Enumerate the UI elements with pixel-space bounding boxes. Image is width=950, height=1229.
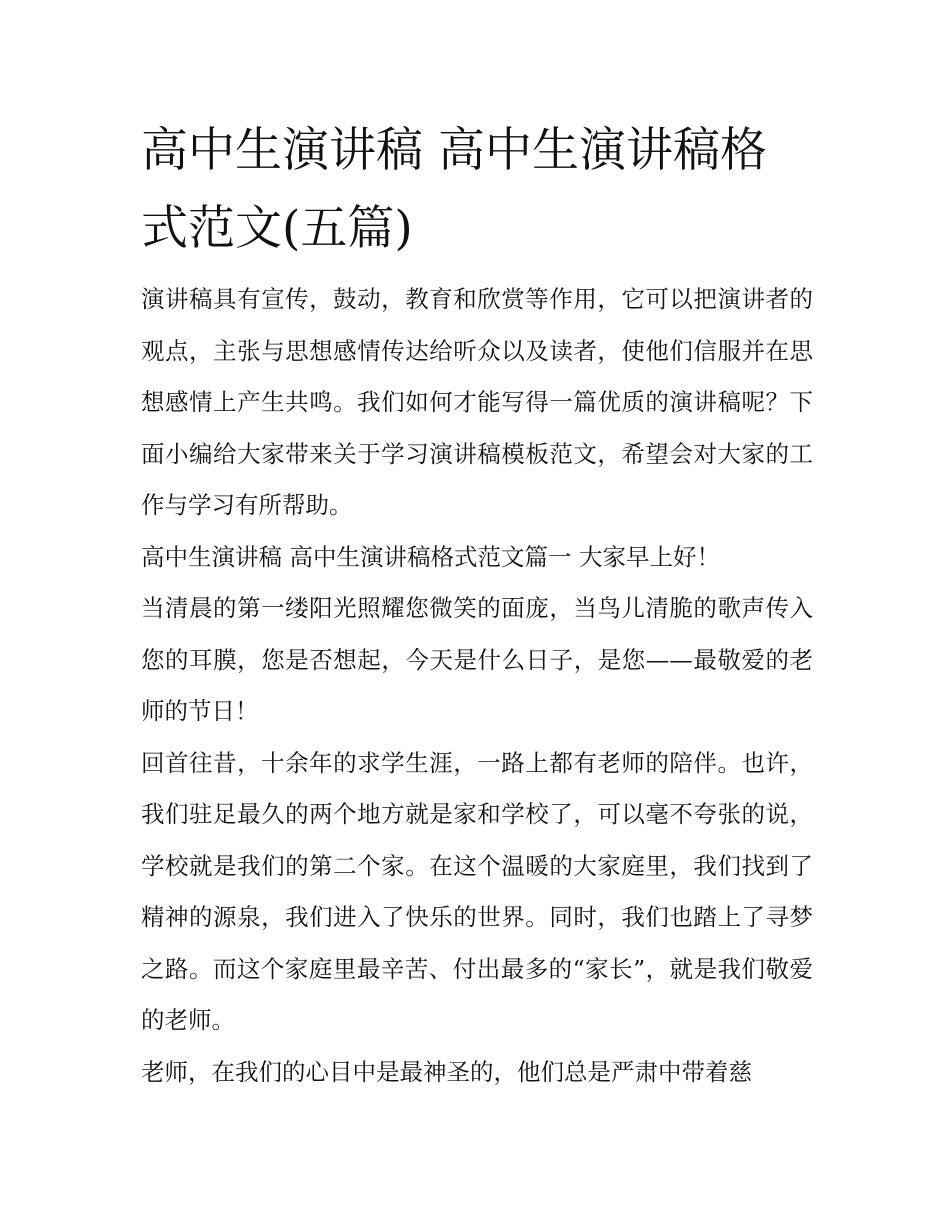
paragraph-intro: 演讲稿具有宣传，鼓动，教育和欣赏等作用，它可以把演讲者的观点，主张与思想感情传达给听众以及读者，使他们信服并在思想感情上产生共鸣。我们如何才能写得一篇优质的演讲稿呢？下面小编给大家带来关于学习演讲稿模板范文，希望会对大家的工作与学习有所帮助。	[141, 285, 813, 519]
document-body	[141, 112, 813, 1098]
paragraph-morning: 当清晨的第一缕阳光照耀您微笑的面庞，当鸟儿清脆的歌声传入您的耳膜，您是否想起，今天是什么日子，是您——最敬爱的老师的节日！	[141, 594, 813, 725]
paragraph-school-home: 回首往昔，十余年的求学生涯，一路上都有老师的陪伴。也许，我们驻足最久的两个地方就是家和学校了，可以毫不夸张的说，学校就是我们的第二个家。在这个温暖的大家庭里，我们找到了精神的源泉，我们进入了快乐的世界。同时，我们也踏上了寻梦之路。而这个家庭里最辛苦、付出最多的“家长”，就是我们敬爱的老师。	[141, 748, 813, 1034]
document-title: 高中生演讲稿 高中生演讲稿格式范文(五篇)	[141, 123, 767, 256]
paragraph-teacher: 老师，在我们的心目中是最神圣的，他们总是严肃中带着慈	[141, 1057, 752, 1086]
paragraph-section-heading: 高中生演讲稿 高中生演讲稿格式范文篇一 大家早上好！	[141, 542, 720, 571]
